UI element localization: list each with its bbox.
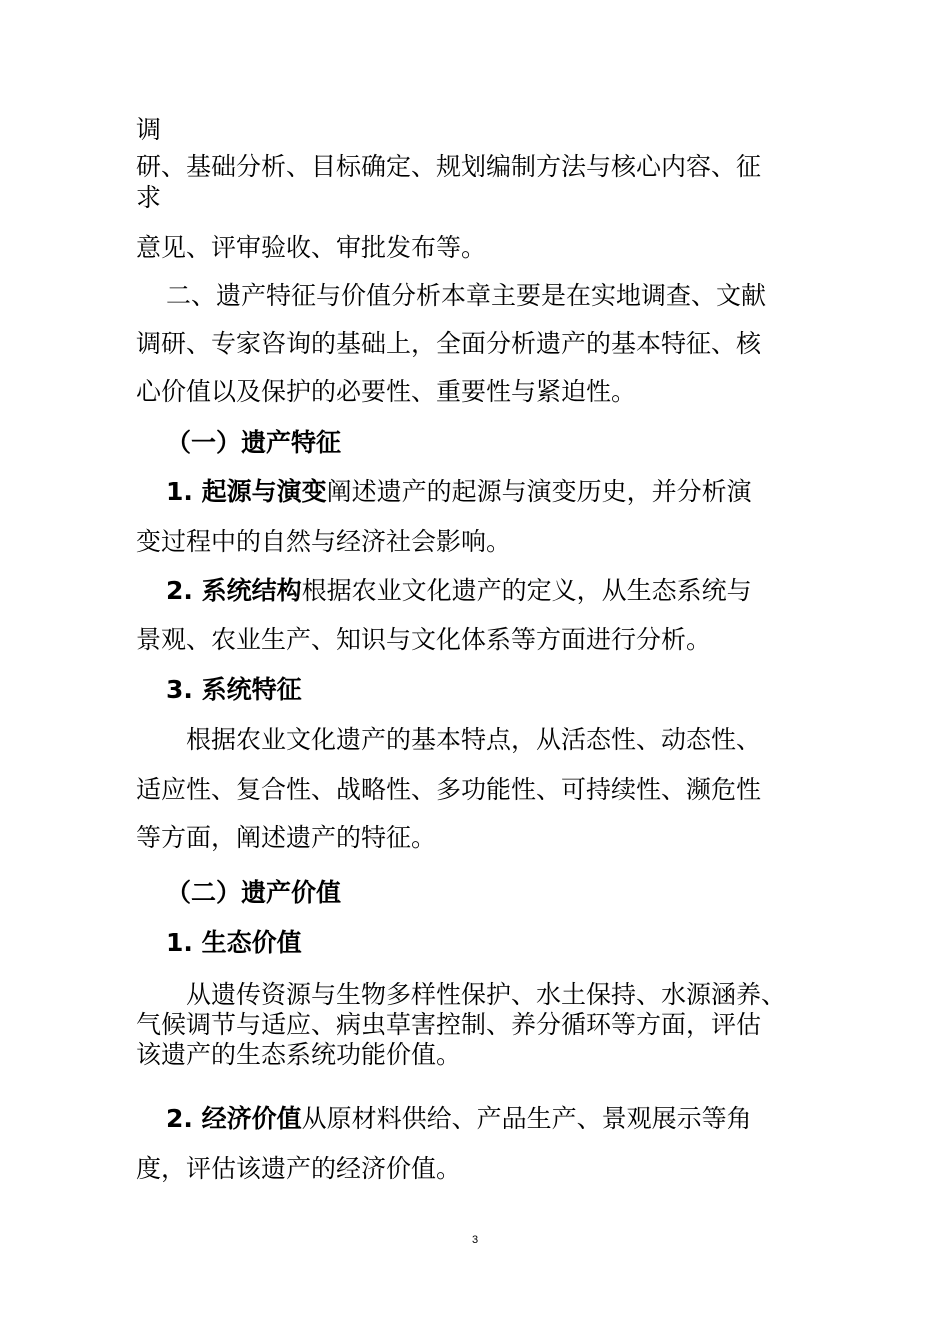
subsection-heading: （一）遗产特征 — [166, 428, 342, 457]
item-text: 从原材料供给、产品生产、景观展示等角 — [301, 1104, 752, 1133]
subsection-heading: （二）遗产价值 — [166, 878, 342, 907]
item-text: 阐述遗产的起源与演变历史，并分析演 — [326, 477, 752, 506]
list-item — [166, 477, 752, 507]
section-heading-paragraph: 二、遗产特征与价值分析本章主要是在实地调查、文献 — [166, 281, 767, 310]
text-line: 意见、评审验收、审批发布等。 — [136, 233, 487, 262]
text-line: 该遗产的生态系统功能价值。 — [136, 1040, 462, 1069]
item-title: 经济价值 — [201, 1104, 302, 1133]
list-item — [166, 928, 302, 958]
item-title: 系统结构 — [201, 576, 302, 605]
text-line: 气候调节与适应、病虫草害控制、养分循环等方面，评估 — [136, 1010, 762, 1039]
text-line: 调研、专家咨询的基础上，全面分析遗产的基本特征、核 — [136, 329, 762, 358]
item-number: 2. — [166, 576, 202, 605]
text-line: 等方面，阐述遗产的特征。 — [136, 823, 437, 852]
text-line: 调 — [136, 115, 162, 144]
page-number: 3 — [471, 1234, 479, 1246]
item-number: 1. — [166, 477, 202, 506]
item-number: 3. — [166, 675, 202, 704]
item-title: 系统特征 — [201, 675, 302, 704]
item-title: 起源与演变 — [201, 477, 327, 506]
text-line: 度，评估该遗产的经济价值。 — [136, 1154, 462, 1183]
item-title: 生态价值 — [201, 928, 302, 957]
text-line: 适应性、复合性、战略性、多功能性、可持续性、濒危性 — [136, 775, 762, 804]
list-item — [166, 675, 302, 705]
text-line: 景观、农业生产、知识与文化体系等方面进行分析。 — [136, 625, 712, 654]
text-line: 心价值以及保护的必要性、重要性与紧迫性。 — [136, 377, 637, 406]
list-item — [166, 1104, 752, 1134]
item-number: 1. — [166, 928, 202, 957]
text-line: 从遗传资源与生物多样性保护、水土保持、水源涵养、 — [186, 980, 787, 1009]
item-text: 根据农业文化遗产的定义，从生态系统与 — [301, 576, 752, 605]
text-line: 求 — [136, 183, 162, 212]
item-number: 2. — [166, 1104, 202, 1133]
list-item — [166, 576, 752, 606]
text-line: 研、基础分析、目标确定、规划编制方法与核心内容、征 — [136, 152, 762, 181]
text-line: 根据农业文化遗产的基本特点，从活态性、动态性、 — [186, 725, 762, 754]
text-line: 变过程中的自然与经济社会影响。 — [136, 527, 512, 556]
